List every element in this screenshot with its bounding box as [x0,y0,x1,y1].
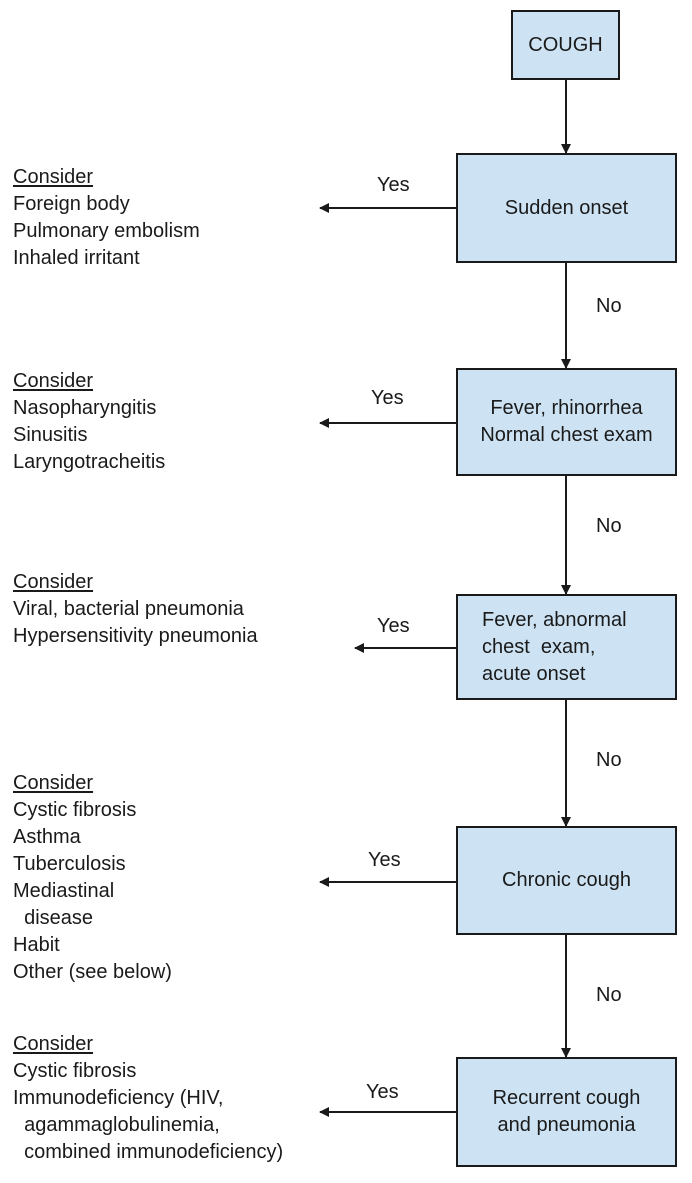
yes-label-1: Yes [377,174,410,196]
node-sudden-onset: Sudden onset [456,153,677,263]
consider-item: Other (see below) [13,961,172,983]
no-label-4: No [596,984,622,1006]
yes-label-3: Yes [377,615,410,637]
consider-item: Tuberculosis [13,853,126,875]
no-label-2: No [596,515,622,537]
consider-block-3 [13,569,258,650]
no-label-3: No [596,749,622,771]
consider-heading: Consider [13,166,94,188]
consider-item: Inhaled irritant [13,247,140,269]
consider-item: agammaglobulinemia, [13,1114,220,1136]
consider-block-2 [13,368,165,476]
consider-item: Pulmonary embolism [13,220,200,242]
node-cough: COUGH [511,10,620,80]
consider-item: Hypersensitivity pneumonia [13,625,258,647]
yes-label-4: Yes [368,849,401,871]
no-label-1: No [596,295,622,317]
consider-heading: Consider [13,1033,94,1055]
consider-block-1 [13,164,200,272]
consider-item: Laryngotracheitis [13,451,166,473]
consider-item: Cystic fibrosis [13,1060,137,1082]
consider-block-4 [13,770,172,986]
node-chronic-cough: Chronic cough [456,826,677,935]
consider-item: Sinusitis [13,424,88,446]
consider-item: Mediastinal [13,880,115,902]
consider-item: Asthma [13,826,81,848]
yes-label-5: Yes [366,1081,399,1103]
node-fever-abnormal: Fever, abnormal chest exam, acute onset [456,594,677,700]
consider-item: Foreign body [13,193,130,215]
consider-item: Viral, bacterial pneumonia [13,598,244,620]
node-recurrent-cough: Recurrent cough and pneumonia [456,1057,677,1167]
consider-block-5 [13,1031,283,1166]
consider-heading: Consider [13,370,94,392]
consider-item: Cystic fibrosis [13,799,137,821]
consider-item: disease [13,907,94,929]
consider-item: Habit [13,934,60,956]
consider-heading: Consider [13,772,94,794]
consider-item: Nasopharyngitis [13,397,157,419]
consider-item: Immunodeficiency (HIV, [13,1087,224,1109]
node-fever-rhinorrhea: Fever, rhinorrhea Normal chest exam [456,368,677,476]
consider-item: combined immunodeficiency) [13,1141,284,1163]
consider-heading: Consider [13,571,94,593]
yes-label-2: Yes [371,387,404,409]
